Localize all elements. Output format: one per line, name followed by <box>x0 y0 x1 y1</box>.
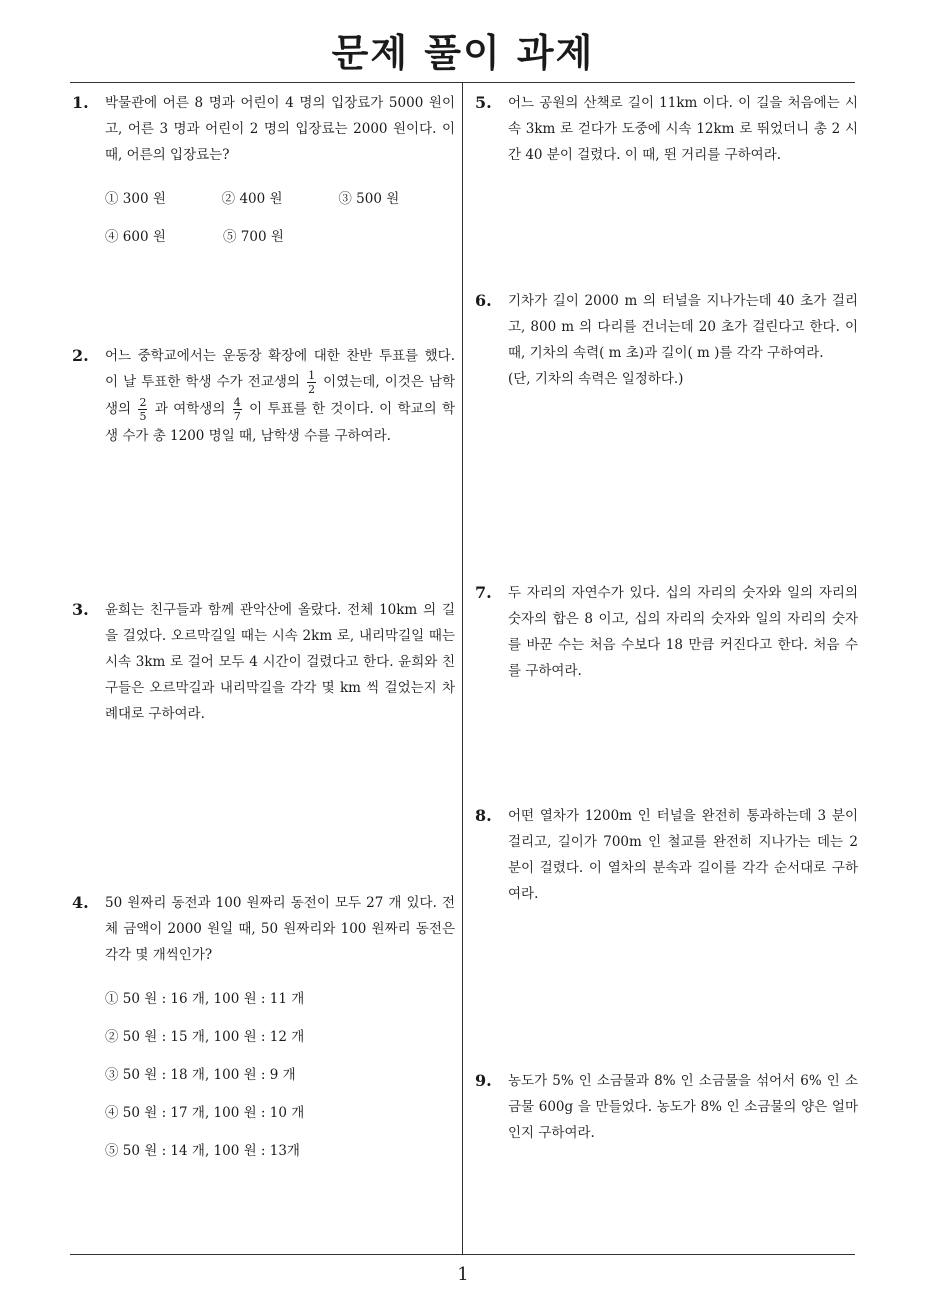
problem-1 <box>72 90 455 262</box>
choice-5[interactable]: ⑤ 50 원 : 14 개, 100 원 : 13개 <box>105 1143 300 1159</box>
problem-number: 2. <box>72 346 89 365</box>
fraction-numerator: 4 <box>233 396 241 409</box>
problem-number: 4. <box>72 893 89 912</box>
problem-text-part: 과 여학생의 <box>154 401 226 417</box>
choice-4[interactable]: ④ 50 원 : 17 개, 100 원 : 10 개 <box>105 1105 305 1121</box>
choice-list <box>105 986 455 1176</box>
column-divider <box>462 82 463 1254</box>
problem-number: 7. <box>475 583 492 602</box>
fraction-numerator: 2 <box>139 396 147 409</box>
choice-4[interactable]: ④ 600 원 <box>105 229 166 245</box>
choice-1[interactable]: ① 50 원 : 16 개, 100 원 : 11 개 <box>105 991 305 1007</box>
choice-2[interactable]: ② 50 원 : 15 개, 100 원 : 12 개 <box>105 1029 305 1045</box>
problem-5 <box>475 90 858 168</box>
choice-3[interactable]: ③ 50 원 : 18 개, 100 원 : 9 개 <box>105 1067 296 1083</box>
problem-text: 어떤 열차가 1200m 인 터널을 완전히 통과하는데 3 분이 걸리고, 길이가 700m 인 철교를 완전히 지나가는 데는 2 분이 걸렸다. 이 열차의 분속과 길이를 각각 순서대로 구하여라. <box>508 808 858 902</box>
choice-list <box>105 186 455 262</box>
page-title: 문제 풀이 과제 <box>331 31 595 75</box>
fraction-denominator: 5 <box>139 410 147 423</box>
problem-text: 농도가 5% 인 소금물과 8% 인 소금물을 섞어서 6% 인 소금물 600g 을 만들었다. 농도가 8% 인 소금물의 양은 얼마인지 구하여라. <box>508 1073 858 1141</box>
problem-7 <box>475 580 858 684</box>
fraction-denominator: 2 <box>308 383 316 396</box>
problem-4 <box>72 890 455 1176</box>
problem-number: 9. <box>475 1071 492 1090</box>
problem-number: 3. <box>72 600 89 619</box>
problem-text-part: 어느 중학교에서는 운동장 확장에 대한 찬반 투표를 했다. 이 날 투표한 학생 수가 전교생의 <box>105 348 455 390</box>
problem-text-part: 이였는데, 이것은 남학생의 <box>105 374 455 417</box>
problem-number: 6. <box>475 291 492 310</box>
problem-text: 기차가 길이 2000 m 의 터널을 지나가는데 40 초가 걸리고, 800 m 의 다리를 건너는데 20 초가 걸린다고 한다. 이때, 기차의 속력( m 초)과 길이( m )를 각각 구하여라. <box>508 293 858 361</box>
bottom-rule <box>70 1254 855 1255</box>
fraction <box>307 369 316 396</box>
choice-3[interactable]: ③ 500 원 <box>338 191 400 207</box>
problem-2 <box>72 343 456 449</box>
choice-row <box>105 186 455 224</box>
problem-number: 5. <box>475 93 492 112</box>
choice-1[interactable]: ① 300 원 <box>105 191 166 207</box>
fraction-denominator: 7 <box>233 410 241 423</box>
problem-3 <box>72 597 455 727</box>
problem-6 <box>475 288 858 392</box>
problem-text: 50 원짜리 동전과 100 원짜리 동전이 모두 27 개 있다. 전체 금액이 2000 원일 때, 50 원짜리와 100 원짜리 동전은 각각 몇 개씩인가? <box>105 895 455 963</box>
problem-text <box>105 343 455 449</box>
problem-9 <box>475 1068 858 1146</box>
problem-text: 두 자리의 자연수가 있다. 십의 자리의 숫자와 일의 자리의 숫자의 합은 8 이고, 십의 자리의 숫자와 일의 자리의 숫자를 바꾼 수는 처음 수보다 18 만큼 커진다고 한다. 처음 수를 구하여라. <box>508 585 858 679</box>
fraction <box>138 396 147 423</box>
choice-5[interactable]: ⑤ 700 원 <box>223 229 284 245</box>
problem-number: 8. <box>475 806 492 825</box>
problem-note: (단, 기차의 속력은 일정하다.) <box>508 371 684 387</box>
page-number: 1 <box>457 1264 469 1285</box>
choice-2[interactable]: ② 400 원 <box>221 191 283 207</box>
fraction <box>233 396 242 423</box>
fraction-numerator: 1 <box>308 369 316 382</box>
problem-text: 박물관에 어른 8 명과 어린이 4 명의 입장료가 5000 원이고, 어른 3 명과 어린이 2 명의 입장료는 2000 원이다. 이때, 어른의 입장료는? <box>105 95 455 163</box>
problem-text: 윤희는 친구들과 함께 관악산에 올랐다. 전체 10km 의 길을 걸었다. 오르막길일 때는 시속 2km 로, 내리막길일 때는 시속 3km 로 걸어 모두 4 시간이 걸렸다고 한다. 윤희와 친구들은 오르막길과 내리막길을 각각 몇 km 씩 걸었는지 차례대로 구하여라. <box>105 602 455 722</box>
problem-number: 1. <box>72 93 89 112</box>
problem-text-part: 이 투표를 한 것이다. 이 학교의 학생 수가 총 1200 명일 때, 남학생 수를 구하여라. <box>105 401 456 444</box>
problem-8 <box>475 803 858 907</box>
choice-row <box>105 224 455 262</box>
problem-text: 어느 공원의 산책로 길이 11km 이다. 이 길을 처음에는 시속 3km 로 걷다가 도중에 시속 12km 로 뛰었더니 총 2 시간 40 분이 걸렸다. 이 때, 뛴 거리를 구하여라. <box>508 95 858 163</box>
